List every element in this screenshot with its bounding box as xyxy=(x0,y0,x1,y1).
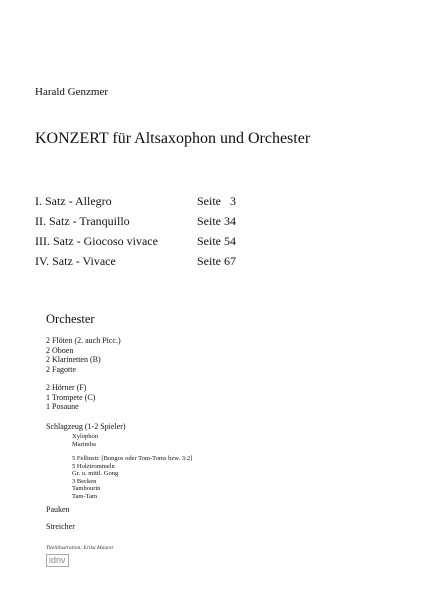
percussion-line: Tam-Tam xyxy=(72,492,98,500)
percussion-line: 5 Holztrommeln xyxy=(72,462,115,470)
work-title: KONZERT für Altsaxophon und Orchester xyxy=(35,130,311,147)
percussion-line: 3 Becken xyxy=(72,477,97,485)
movement-4-page: Seite 67 xyxy=(197,254,236,268)
instrument-line: 2 Flöten (2. auch Picc.) xyxy=(46,336,121,345)
strings-line: Streicher xyxy=(46,522,75,531)
movement-1-name: I. Satz - Allegro xyxy=(35,194,112,208)
instrument-line: 1 Trompete (C) xyxy=(46,392,96,402)
percussion-line: Gr. u. mittl. Gong xyxy=(72,470,119,478)
instrument-line: 1 Posaune xyxy=(46,402,79,411)
percussion-line: Tambourin xyxy=(72,485,101,493)
movement-3-page: Seite 54 xyxy=(197,234,236,248)
movement-2-page: Seite 34 xyxy=(197,214,236,228)
instrument-line: 2 Oboen xyxy=(46,345,74,355)
movement-2-name: II. Satz - Tranquillo xyxy=(35,214,130,228)
instrument-line: 2 Klarinetten (B) xyxy=(46,355,101,364)
composer-name: Harald Genzmer xyxy=(35,86,108,98)
woodwinds-list xyxy=(46,336,121,374)
percussion-line: Xylophon xyxy=(72,433,98,440)
timpani-line: Pauken xyxy=(46,505,70,514)
movement-1-page: Seite 3 xyxy=(197,194,236,208)
instrument-line: 2 Fagotte xyxy=(46,364,76,374)
orchestra-heading: Orchester xyxy=(46,312,95,326)
percussion-mallets-list xyxy=(72,433,98,448)
percussion-heading: Schlagzeug (1-2 Spieler) xyxy=(46,422,126,431)
illustration-credit: Titelillustration: Erika Maurer xyxy=(46,545,114,551)
percussion-other-list xyxy=(72,455,192,501)
movement-3-name: III. Satz - Giocoso vivace xyxy=(35,234,158,248)
publisher-logo: idnv xyxy=(46,554,69,567)
percussion-line: 5 Fellinstr. [Bongos oder Tom-Toms bzw. 3:2] xyxy=(72,455,193,462)
brass-list xyxy=(46,383,95,412)
percussion-line: Marimba xyxy=(72,440,96,448)
movement-4-name: IV. Satz - Vivace xyxy=(35,254,116,268)
instrument-line: 2 Hörner (F) xyxy=(46,383,87,392)
